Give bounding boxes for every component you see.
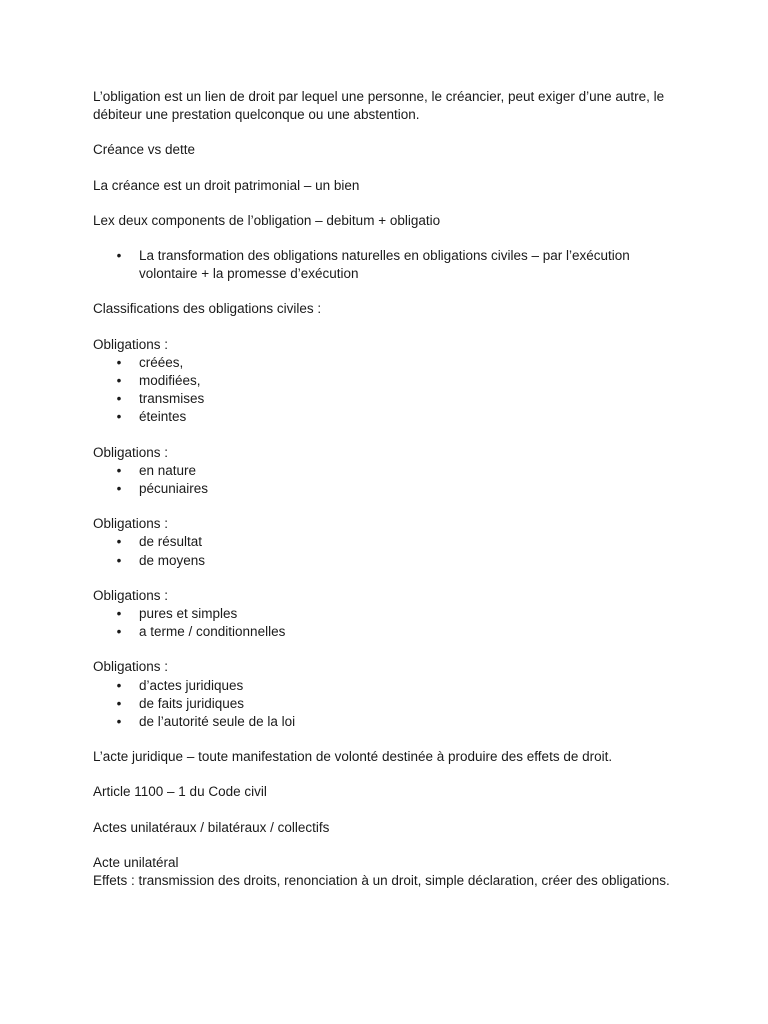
obligation-groups <box>93 336 683 732</box>
list-item-text: éteintes <box>139 409 187 425</box>
bullet-icon: • <box>116 354 122 370</box>
bullet-icon: • <box>116 391 122 407</box>
list-item-text: en nature <box>139 462 197 478</box>
bullet-icon: • <box>116 606 122 622</box>
group-title: Obligations : <box>93 587 169 603</box>
list-item-text: modifiées, <box>139 373 201 389</box>
bullet-icon: • <box>116 552 122 568</box>
list-item-text: pures et simples <box>139 606 238 622</box>
classifications-heading: Classifications des obligations civiles : <box>93 301 322 317</box>
bullet-icon: • <box>116 248 122 264</box>
group-title: Obligations : <box>93 336 169 352</box>
effets-paragraph: Effets : transmission des droits, renonciation à un droit, simple déclaration, créer des obligations. <box>93 873 670 889</box>
group-title: Obligations : <box>93 659 169 675</box>
obligation-group <box>93 515 683 570</box>
list-item <box>93 408 683 426</box>
actes-types: Actes unilatéraux / bilatéraux / collectifs <box>93 819 330 835</box>
list-item <box>93 247 683 283</box>
list-item <box>93 677 683 695</box>
obligation-group <box>93 336 683 427</box>
definition-paragraph: L’obligation est un lien de droit par lequel une personne, le créancier, peut exiger d’une autre, le débiteur une prestation quelconque ou une abstention. <box>93 89 665 123</box>
list-item-text: de l’autorité seule de la loi <box>139 714 296 730</box>
obligation-group <box>93 587 683 642</box>
list-item <box>93 552 683 570</box>
bullet-icon: • <box>116 714 122 730</box>
document-page <box>93 88 683 907</box>
bullet-icon: • <box>116 695 122 711</box>
acte-juridique-paragraph: L’acte juridique – toute manifestation de volonté destinée à produire des effets de droit. <box>93 749 613 765</box>
list-item-text: de moyens <box>139 552 206 568</box>
list-item <box>93 372 683 390</box>
bullet-icon: • <box>116 462 122 478</box>
transformation-list <box>93 247 683 283</box>
group-list <box>93 462 683 498</box>
group-title: Obligations : <box>93 516 169 532</box>
group-list <box>93 533 683 569</box>
group-list <box>93 677 683 732</box>
group-list <box>93 354 683 427</box>
list-item <box>93 533 683 551</box>
bullet-icon: • <box>116 481 122 497</box>
bullet-icon: • <box>116 373 122 389</box>
bullet-icon: • <box>116 534 122 550</box>
list-item-text: créées, <box>139 354 184 370</box>
list-item <box>93 354 683 372</box>
list-item-text: de faits juridiques <box>139 695 245 711</box>
components-paragraph: Lex deux components de l’obligation – debitum + obligatio <box>93 212 441 228</box>
creance-vs-dette: Créance vs dette <box>93 142 196 158</box>
list-item <box>93 695 683 713</box>
bullet-icon: • <box>116 409 122 425</box>
article-reference: Article 1100 – 1 du Code civil <box>93 784 267 800</box>
list-item <box>93 623 683 641</box>
list-item <box>93 390 683 408</box>
obligation-group <box>93 444 683 499</box>
list-item <box>93 462 683 480</box>
list-item <box>93 480 683 498</box>
list-item-text: de résultat <box>139 534 203 550</box>
group-title: Obligations : <box>93 444 169 460</box>
bullet-icon: • <box>116 677 122 693</box>
list-item-text: d’actes juridiques <box>139 677 244 693</box>
list-item-text: transmises <box>139 391 205 407</box>
group-list <box>93 605 683 641</box>
list-item <box>93 605 683 623</box>
obligation-group <box>93 658 683 731</box>
list-item-text: a terme / conditionnelles <box>139 624 286 640</box>
list-item-text: pécuniaires <box>139 481 209 497</box>
acte-unilateral-heading: Acte unilatéral <box>93 854 179 870</box>
list-item <box>93 713 683 731</box>
bullet-icon: • <box>116 624 122 640</box>
list-item-text: La transformation des obligations naturelles en obligations civiles – par l’exécution volontaire + la promesse d’exécution <box>139 248 630 282</box>
creance-definition: La créance est un droit patrimonial – un bien <box>93 177 360 193</box>
